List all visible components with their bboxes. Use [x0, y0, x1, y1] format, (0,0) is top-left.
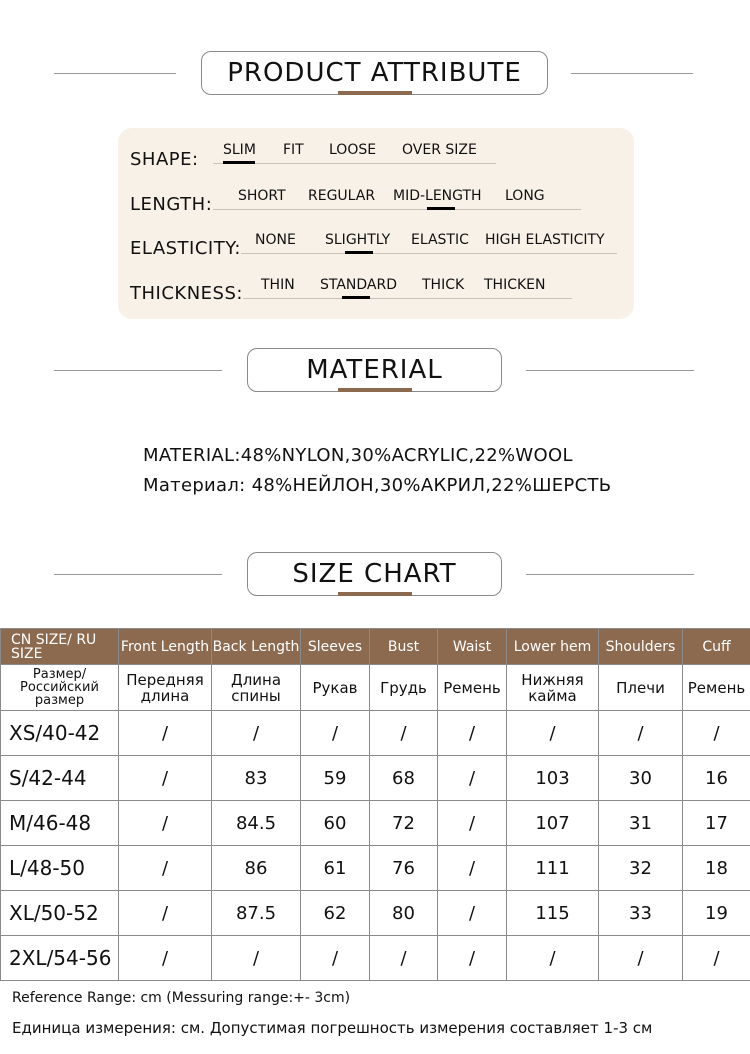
attribute-option: LOOSE — [329, 142, 377, 158]
table-cell: / — [438, 801, 507, 846]
attribute-label: THICKNESS: — [130, 283, 243, 304]
table-cell: / — [119, 846, 212, 891]
attribute-option: REGULAR — [308, 188, 376, 204]
selected-marker — [223, 161, 255, 164]
attribute-option: THIN — [261, 277, 295, 293]
title-underbar — [338, 388, 412, 392]
table-cell: / — [683, 936, 750, 981]
table-cell: 16 — [683, 756, 750, 801]
attribute-row-length — [130, 185, 212, 215]
divider-line — [571, 73, 693, 74]
header-cell: Sleeves — [301, 629, 370, 665]
table-cell: 115 — [507, 891, 599, 936]
material-value: 48%NYLON,30%ACRYLIC,22%WOOL — [240, 445, 573, 466]
table-cell: 87.5 — [212, 891, 301, 936]
header-cell: Нижняя кайма — [507, 665, 599, 711]
header-cell: Front Length — [119, 629, 212, 665]
section-title-text: SIZE CHART — [292, 559, 457, 589]
table-cell: 17 — [683, 801, 750, 846]
header-cell: Lower hem — [507, 629, 599, 665]
selected-marker — [342, 296, 370, 299]
header-cell: Ремень — [683, 665, 750, 711]
table-row — [1, 936, 750, 981]
table-cell: 72 — [370, 801, 438, 846]
attribute-row-shape — [130, 140, 199, 170]
table-cell: 33 — [599, 891, 683, 936]
selected-marker — [427, 207, 455, 210]
header-cell: Ремень — [438, 665, 507, 711]
table-cell: 59 — [301, 756, 370, 801]
header-cell: Плечи — [599, 665, 683, 711]
header-cell: Back Length — [212, 629, 301, 665]
table-cell: 111 — [507, 846, 599, 891]
attribute-option: ELASTIC — [411, 232, 469, 248]
size-label-cell: 2XL/54-56 — [1, 936, 119, 981]
attribute-option-selected: SLIM — [223, 142, 256, 158]
table-cell: 83 — [212, 756, 301, 801]
divider-line — [54, 574, 222, 575]
attribute-label: ELASTICITY: — [130, 238, 241, 259]
table-cell: / — [438, 891, 507, 936]
header-cell: Waist — [438, 629, 507, 665]
attribute-options — [213, 180, 581, 210]
table-cell: / — [438, 936, 507, 981]
table-cell: / — [370, 936, 438, 981]
table-cell: 18 — [683, 846, 750, 891]
table-cell: / — [119, 891, 212, 936]
header-cell: Длина спины — [212, 665, 301, 711]
table-cell: 31 — [599, 801, 683, 846]
header-row-ru — [1, 665, 750, 711]
table-cell: / — [119, 756, 212, 801]
attribute-option-selected: STANDARD — [320, 277, 397, 293]
attribute-option: SHORT — [238, 188, 286, 204]
table-cell: 103 — [507, 756, 599, 801]
divider-line — [526, 370, 694, 371]
table-row — [1, 711, 750, 756]
attribute-option: OVER SIZE — [402, 142, 477, 158]
section-title — [247, 348, 502, 392]
table-cell: / — [683, 711, 750, 756]
table-cell: 30 — [599, 756, 683, 801]
table-cell: / — [301, 936, 370, 981]
attribute-option-selected: SLIGHTLY — [325, 232, 390, 248]
header-cell: Bust — [370, 629, 438, 665]
table-row — [1, 846, 750, 891]
size-chart-header — [0, 552, 750, 598]
size-label-cell: M/46-48 — [1, 801, 119, 846]
header-cell: CN SIZE/ RU SIZE — [1, 629, 119, 665]
table-cell: / — [599, 936, 683, 981]
attribute-option: HIGH ELASTICITY — [485, 232, 605, 248]
table-cell: 32 — [599, 846, 683, 891]
material-header — [0, 348, 750, 394]
table-cell: 107 — [507, 801, 599, 846]
title-underbar — [338, 91, 412, 95]
attribute-row-elasticity — [130, 229, 241, 259]
header-row-en — [1, 629, 750, 665]
table-cell: / — [438, 711, 507, 756]
table-cell: / — [119, 801, 212, 846]
table-row — [1, 801, 750, 846]
table-cell: / — [119, 711, 212, 756]
attribute-option: NONE — [255, 232, 296, 248]
footer-reference-en: Reference Range: cm (Messuring range:+- 3cm) — [12, 990, 351, 1006]
table-cell: / — [438, 846, 507, 891]
divider-line — [54, 370, 222, 371]
attribute-options — [243, 269, 572, 299]
size-label-cell: L/48-50 — [1, 846, 119, 891]
product-attribute-header — [0, 51, 750, 97]
table-cell: 68 — [370, 756, 438, 801]
table-cell: / — [438, 756, 507, 801]
table-cell: / — [507, 936, 599, 981]
size-label-cell: XL/50-52 — [1, 891, 119, 936]
attribute-option: FIT — [283, 142, 304, 158]
table-cell: / — [212, 936, 301, 981]
material-label: Материал: — [143, 475, 246, 496]
attribute-row-thickness — [130, 274, 243, 304]
table-cell: 62 — [301, 891, 370, 936]
header-cell: Cuff — [683, 629, 750, 665]
attribute-option: THICKEN — [484, 277, 546, 293]
section-title-text: MATERIAL — [306, 355, 443, 385]
attribute-options — [241, 224, 617, 254]
attribute-option: THICK — [422, 277, 465, 293]
table-cell: / — [599, 711, 683, 756]
title-underbar — [338, 592, 412, 596]
table-cell: 86 — [212, 846, 301, 891]
section-title-text: PRODUCT ATTRIBUTE — [227, 58, 522, 88]
footer-reference-ru: Единица измерения: см. Допустимая погрешность измерения составляет 1-3 см — [12, 1019, 653, 1037]
table-cell: 80 — [370, 891, 438, 936]
header-cell: Размер/ Российский размер — [1, 665, 119, 711]
size-label-cell: S/42-44 — [1, 756, 119, 801]
attribute-panel — [118, 128, 634, 319]
attribute-option-selected: MID-LENGTH — [393, 188, 482, 204]
table-cell: 84.5 — [212, 801, 301, 846]
material-ru — [143, 475, 611, 496]
table-cell: 19 — [683, 891, 750, 936]
table-cell: / — [370, 711, 438, 756]
section-title — [247, 552, 502, 596]
divider-line — [526, 574, 694, 575]
table-cell: 61 — [301, 846, 370, 891]
material-label: MATERIAL: — [143, 445, 241, 466]
size-chart-table — [0, 628, 750, 981]
attribute-label: LENGTH: — [130, 194, 213, 215]
table-cell: 76 — [370, 846, 438, 891]
header-cell: Shoulders — [599, 629, 683, 665]
selected-marker — [345, 251, 373, 254]
table-cell: / — [119, 936, 212, 981]
material-value: 48%НЕЙЛОН,30%АКРИЛ,22%ШЕРСТЬ — [251, 475, 612, 496]
material-en — [143, 445, 573, 466]
table-cell: 60 — [301, 801, 370, 846]
header-cell: Грудь — [370, 665, 438, 711]
attribute-label: SHAPE: — [130, 149, 199, 170]
section-title — [201, 51, 548, 95]
size-chart-body — [1, 711, 750, 981]
attribute-option: LONG — [505, 188, 545, 204]
table-row — [1, 891, 750, 936]
size-label-cell: XS/40-42 — [1, 711, 119, 756]
table-cell: / — [301, 711, 370, 756]
divider-line — [54, 73, 176, 74]
header-cell: Передняя длина — [119, 665, 212, 711]
attribute-options — [213, 134, 496, 164]
header-cell: Рукав — [301, 665, 370, 711]
table-cell: / — [507, 711, 599, 756]
table-row — [1, 756, 750, 801]
table-cell: / — [212, 711, 301, 756]
